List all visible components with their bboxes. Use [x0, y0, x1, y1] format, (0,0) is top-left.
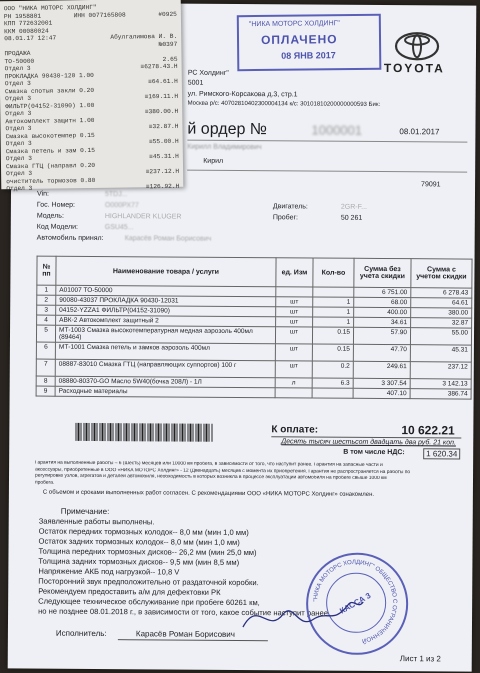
note-line: Толщина передних тормозных дисков-- 26,2 мм (мин 25,0 мм) — [38, 546, 257, 558]
row-name: 08880-80370-GO Масло 5W40(бочка 208Л) - 1Л — [55, 376, 275, 388]
client-divider — [187, 170, 467, 173]
executor-name: Карасёв Роман Борисович — [135, 629, 235, 639]
row-unit: шт — [275, 327, 312, 344]
row-num: 7 — [36, 359, 55, 376]
row-sum-disc: 386.74 — [410, 389, 471, 399]
engine-value: 2GR-F... — [340, 203, 367, 211]
row-sum-disc: 32.87 — [411, 318, 472, 328]
receipt-line: Смазка ГТЦ (направл 0.20 — [5, 161, 96, 170]
table-header-row — [37, 256, 472, 288]
receipt-sale: ПРОДАЖА — [4, 49, 31, 58]
model-code-label: Код Модели: — [36, 223, 78, 231]
signature-icon — [238, 589, 368, 640]
col-name-header: Наименование товара / услуги — [56, 256, 276, 287]
receipt-company: ООО "НИКА МОТОРС ХОЛДИНГ" — [3, 3, 97, 13]
row-sum-disc: 64.61 — [411, 298, 472, 308]
note-line: Заявленные работы выполнены. — [38, 516, 155, 527]
col-sum-header: Сумма без учета скидки — [354, 258, 411, 287]
executor-line — [118, 639, 268, 641]
to-pay-words: Десять тысяч шестьсот двадцать два руб. 21 коп. — [281, 438, 456, 447]
receipt-inn: КПП 772632001 — [3, 19, 53, 28]
to-pay-value: 10 622.21 — [401, 423, 455, 438]
row-num: 5 — [36, 325, 55, 342]
page-number: Лист 1 из 2 — [399, 654, 441, 664]
receipt-rn: РН 1958801 — [3, 12, 42, 20]
company-address: ул. Римского-Корсакова д.3, стр.1 — [187, 90, 298, 99]
row-name: Расходные материалы — [55, 386, 275, 398]
accepted-label: Автомобиль принял: — [36, 234, 104, 243]
receipt-line: Отдел 3 ≡126.92.Н — [6, 182, 180, 193]
row-name: A01007 ТО-50000 — [56, 285, 276, 297]
row-unit: л — [275, 378, 312, 388]
receipt-line: ФИЛЬТР(04152-31090) 1.00 — [5, 101, 95, 110]
row-unit — [276, 287, 313, 297]
row-sum: 3 307.54 — [353, 378, 410, 388]
model-value: HIGHLANDER KLUGER — [104, 213, 182, 221]
receipt-line: ПРОКЛАДКА 90430-120 1.00 — [4, 71, 94, 80]
receipt-date: 08.01.17 12:47 — [4, 34, 57, 43]
note-line: Толщина задних тормозных дисков-- 9,5 мм (мин 8,5 мм) — [38, 556, 240, 567]
agreement-text: С объемом и сроками выполненных работ согласен. С рекомендациями ООО «НИКА МОТОРС Холдинг» ознакомлен. — [42, 489, 375, 498]
receipt-kkm: ККМ 00080024 — [4, 27, 49, 35]
guarantee-line: аксессуары, приобретенные в ООО «НИКА МОТОРС Холдинг» - 12 (Двенадцать) месяцев с момента их приобретения. Гарантия не распространяется на работы по — [35, 467, 411, 475]
row-qty: 1 — [313, 307, 354, 317]
row-sum: 68.00 — [354, 297, 411, 307]
col-qty-header: Кол-во — [313, 258, 354, 287]
receipt-line: Отдел 3 ≡237.12.Н — [6, 167, 180, 178]
vin-label: Vin: — [36, 190, 49, 198]
row-name: АВК-2 Автокомплект защитный 2 — [56, 315, 276, 327]
stamp-paid: ОПЛАЧЕНО — [260, 32, 338, 47]
paid-stamp — [237, 14, 382, 72]
guarantee-line: пробега. — [34, 480, 55, 486]
row-qty: 0.2 — [312, 361, 353, 378]
row-unit — [275, 388, 312, 398]
row-sum-disc: 45.31 — [410, 345, 471, 362]
row-sum: 400.00 — [354, 307, 411, 317]
vat-value: 1 620.34 — [423, 448, 460, 459]
note-line: Следующее техническое обслуживание при пробеге 60261 км, — [38, 596, 260, 608]
guarantee-line: регулировке узлов, агрегатов и деталей автомобиля, необходимость в которых возникла в процессе эксплуатации автомобиля на пробеге свыше 1000 км — [35, 473, 387, 482]
stamp-ring-text: "НИКА МОТОРС ХОЛДИНГ" ОБЩЕСТВО С ОГРАНИЧЕННОЙ — [313, 559, 398, 644]
vat-label: В том числе НДС: — [343, 448, 405, 457]
note-line: Посторонний звук предположительно от раздаточной коробки. — [38, 576, 259, 588]
stamp-inner-text: КАССА 3 — [338, 590, 373, 616]
mileage-label: Пробег: — [272, 214, 298, 222]
receipt-line: Смазка высокотемпер 0.15 — [5, 131, 95, 140]
col-num-header: № пп — [37, 256, 56, 285]
row-sum-disc: 6 278.43 — [411, 288, 472, 298]
row-name: 90080-43037 ПРОКЛАДКА 90430-12031 — [56, 295, 276, 307]
client-phone: 79091 — [421, 181, 441, 189]
row-num: 4 — [37, 315, 56, 325]
col-unit-header: ед. Изм — [276, 258, 313, 287]
accepted-value: Карасёв Роман Борисович — [124, 235, 212, 243]
notes-title: Примечание: — [60, 506, 110, 517]
row-sum-disc: 55.00 — [410, 328, 471, 345]
receipt-line: Отдел 3 ≡45.31.Н — [5, 152, 179, 163]
note-line: Остаток задних тормозных колодок-- 8,0 мм (мин 1,0 мм) — [38, 536, 240, 547]
items-table — [36, 256, 473, 400]
row-qty: 0.15 — [312, 327, 353, 344]
guarantee-line: Гарантия на выполненные работы – 6 (Шесть) месяцев или 10000 км пробега, в зависимости от того, что наступит ранее. Гарантия на запасные части и — [35, 460, 383, 468]
row-sum: 6 751.00 — [354, 287, 411, 297]
receipt-line: Автокомплект защитн 1.00 — [5, 116, 95, 125]
receipt-line: Смазка спотыя закли 0.20 — [4, 86, 95, 95]
row-unit: шт — [276, 297, 313, 307]
gos-label: Гос. Номер: — [36, 201, 76, 209]
receipt-line: очиститель тормозов 0.80 — [6, 176, 96, 185]
row-qty: 0.15 — [312, 344, 353, 361]
executor-label: Исполнитель: — [55, 628, 107, 639]
company-code: 5001 — [187, 79, 204, 87]
row-qty — [312, 388, 353, 398]
row-num: 9 — [36, 386, 55, 396]
order-date: 08.01.2017 — [399, 127, 440, 137]
row-num: 6 — [36, 342, 55, 359]
row-unit: шт — [275, 361, 312, 378]
receipt-line: Отдел 3 ≡32.87.Н — [5, 122, 179, 133]
row-sum: 57.90 — [353, 327, 410, 344]
to-pay-label: К оплате: — [271, 424, 319, 436]
row-unit: шт — [275, 344, 312, 361]
row-num: 8 — [36, 376, 55, 386]
row-sum-disc: 380.00 — [411, 308, 472, 318]
vin-value: 5TDJ... — [104, 191, 128, 199]
row-sum: 47.70 — [353, 344, 410, 361]
note-line: но не позднее 08.01.2018 г., в зависимости от того, какое событие наступит ранее. — [38, 606, 331, 618]
receipt-line: Отдел 3 ≡169.11.Н — [5, 92, 179, 103]
engine-label: Двигатель: — [272, 203, 308, 211]
row-num: 1 — [37, 285, 56, 295]
stamp-company: "НИКА МОТОРС ХОЛДИНГ" — [248, 20, 340, 29]
note-line: Рекомендуем предоставить а/м для дефектовки РК — [38, 586, 221, 597]
company-bank: Москва р/с: 40702810402300004134 к/с: 30101810200000000593 Бик: — [187, 100, 381, 108]
row-name: 04152-YZZA1 ФИЛЬТР(04152-31090) — [56, 305, 276, 317]
row-name: МТ-1001 Смазка петель и замков аэрозоль 400мл — [55, 342, 275, 361]
receipt-check-no: №0397 — [158, 40, 178, 48]
mileage-value: 50 261 — [340, 214, 363, 222]
receipt-inn2: ИНН 0077165808 — [73, 11, 126, 19]
row-qty: 6.3 — [312, 378, 353, 388]
col-sum-disc-header: Сумма с учетом скидки — [411, 259, 472, 288]
row-name: МТ-1003 Смазка высокотемпературная медная аэрозоль 400мл (89464) — [55, 325, 275, 344]
row-qty — [313, 287, 354, 297]
barcode — [75, 423, 213, 442]
receipt-line: ТО-50000 2.65 — [4, 55, 178, 65]
row-unit: шт — [276, 307, 313, 317]
brand-name: TOYOTA — [383, 60, 445, 76]
row-name: 08887-83010 Смазка ГТЦ (направляющих суппортов) 100 г — [55, 359, 275, 378]
receipt-line: Отдел 3 ≡380.00.Н — [5, 107, 179, 118]
order-title: й ордер № — [187, 120, 268, 139]
row-num: 3 — [37, 305, 56, 315]
receipt-line: Смазка петель и зам 0.15 — [5, 146, 95, 155]
gos-value: О000РХ77 — [104, 202, 139, 210]
row-sum: 34.61 — [354, 317, 411, 327]
receipt-line: Отдел 3 ≡55.00.Н — [5, 137, 179, 148]
guarantee-text — [35, 461, 467, 490]
receipt-fn: #0925 — [158, 10, 177, 18]
company-name: РС Холдинг" — [187, 69, 229, 77]
row-sum: 407.10 — [353, 388, 410, 398]
row-sum-disc: 3 142.13 — [410, 379, 471, 389]
stamp-date: 08 ЯНВ 2017 — [281, 50, 336, 61]
row-sum: 249.61 — [353, 361, 410, 378]
client-name-2: Кирил — [203, 157, 224, 165]
table-row — [36, 386, 471, 399]
heading-divider — [187, 140, 467, 143]
row-qty: 1 — [313, 297, 354, 307]
order-number: 1000001 — [311, 122, 363, 138]
toyota-logo-icon — [394, 31, 440, 61]
receipt-line: Отдел 3 ≡64.61.Н — [4, 77, 178, 88]
receipt-cashier: Абулгалимова И. В. — [110, 32, 178, 41]
note-line: Напряжение АКБ под нагрузкой-- 10,8 V — [38, 566, 180, 577]
model-label: Модель: — [36, 212, 64, 220]
receipt-line: Отдел 3 ≡6278.43.Н — [4, 62, 178, 73]
row-qty: 1 — [313, 317, 354, 327]
row-unit: шт — [276, 317, 313, 327]
cash-receipt — [0, 0, 183, 193]
note-line: Остаток передних тормозных колодок-- 8,0 мм (мин 1,0 мм) — [38, 526, 249, 538]
row-sum-disc: 237.12 — [410, 362, 471, 379]
row-num: 2 — [37, 295, 56, 305]
model-code-value: GSU45... — [104, 224, 134, 232]
client-name: Кирилл Владимирович — [187, 143, 262, 152]
